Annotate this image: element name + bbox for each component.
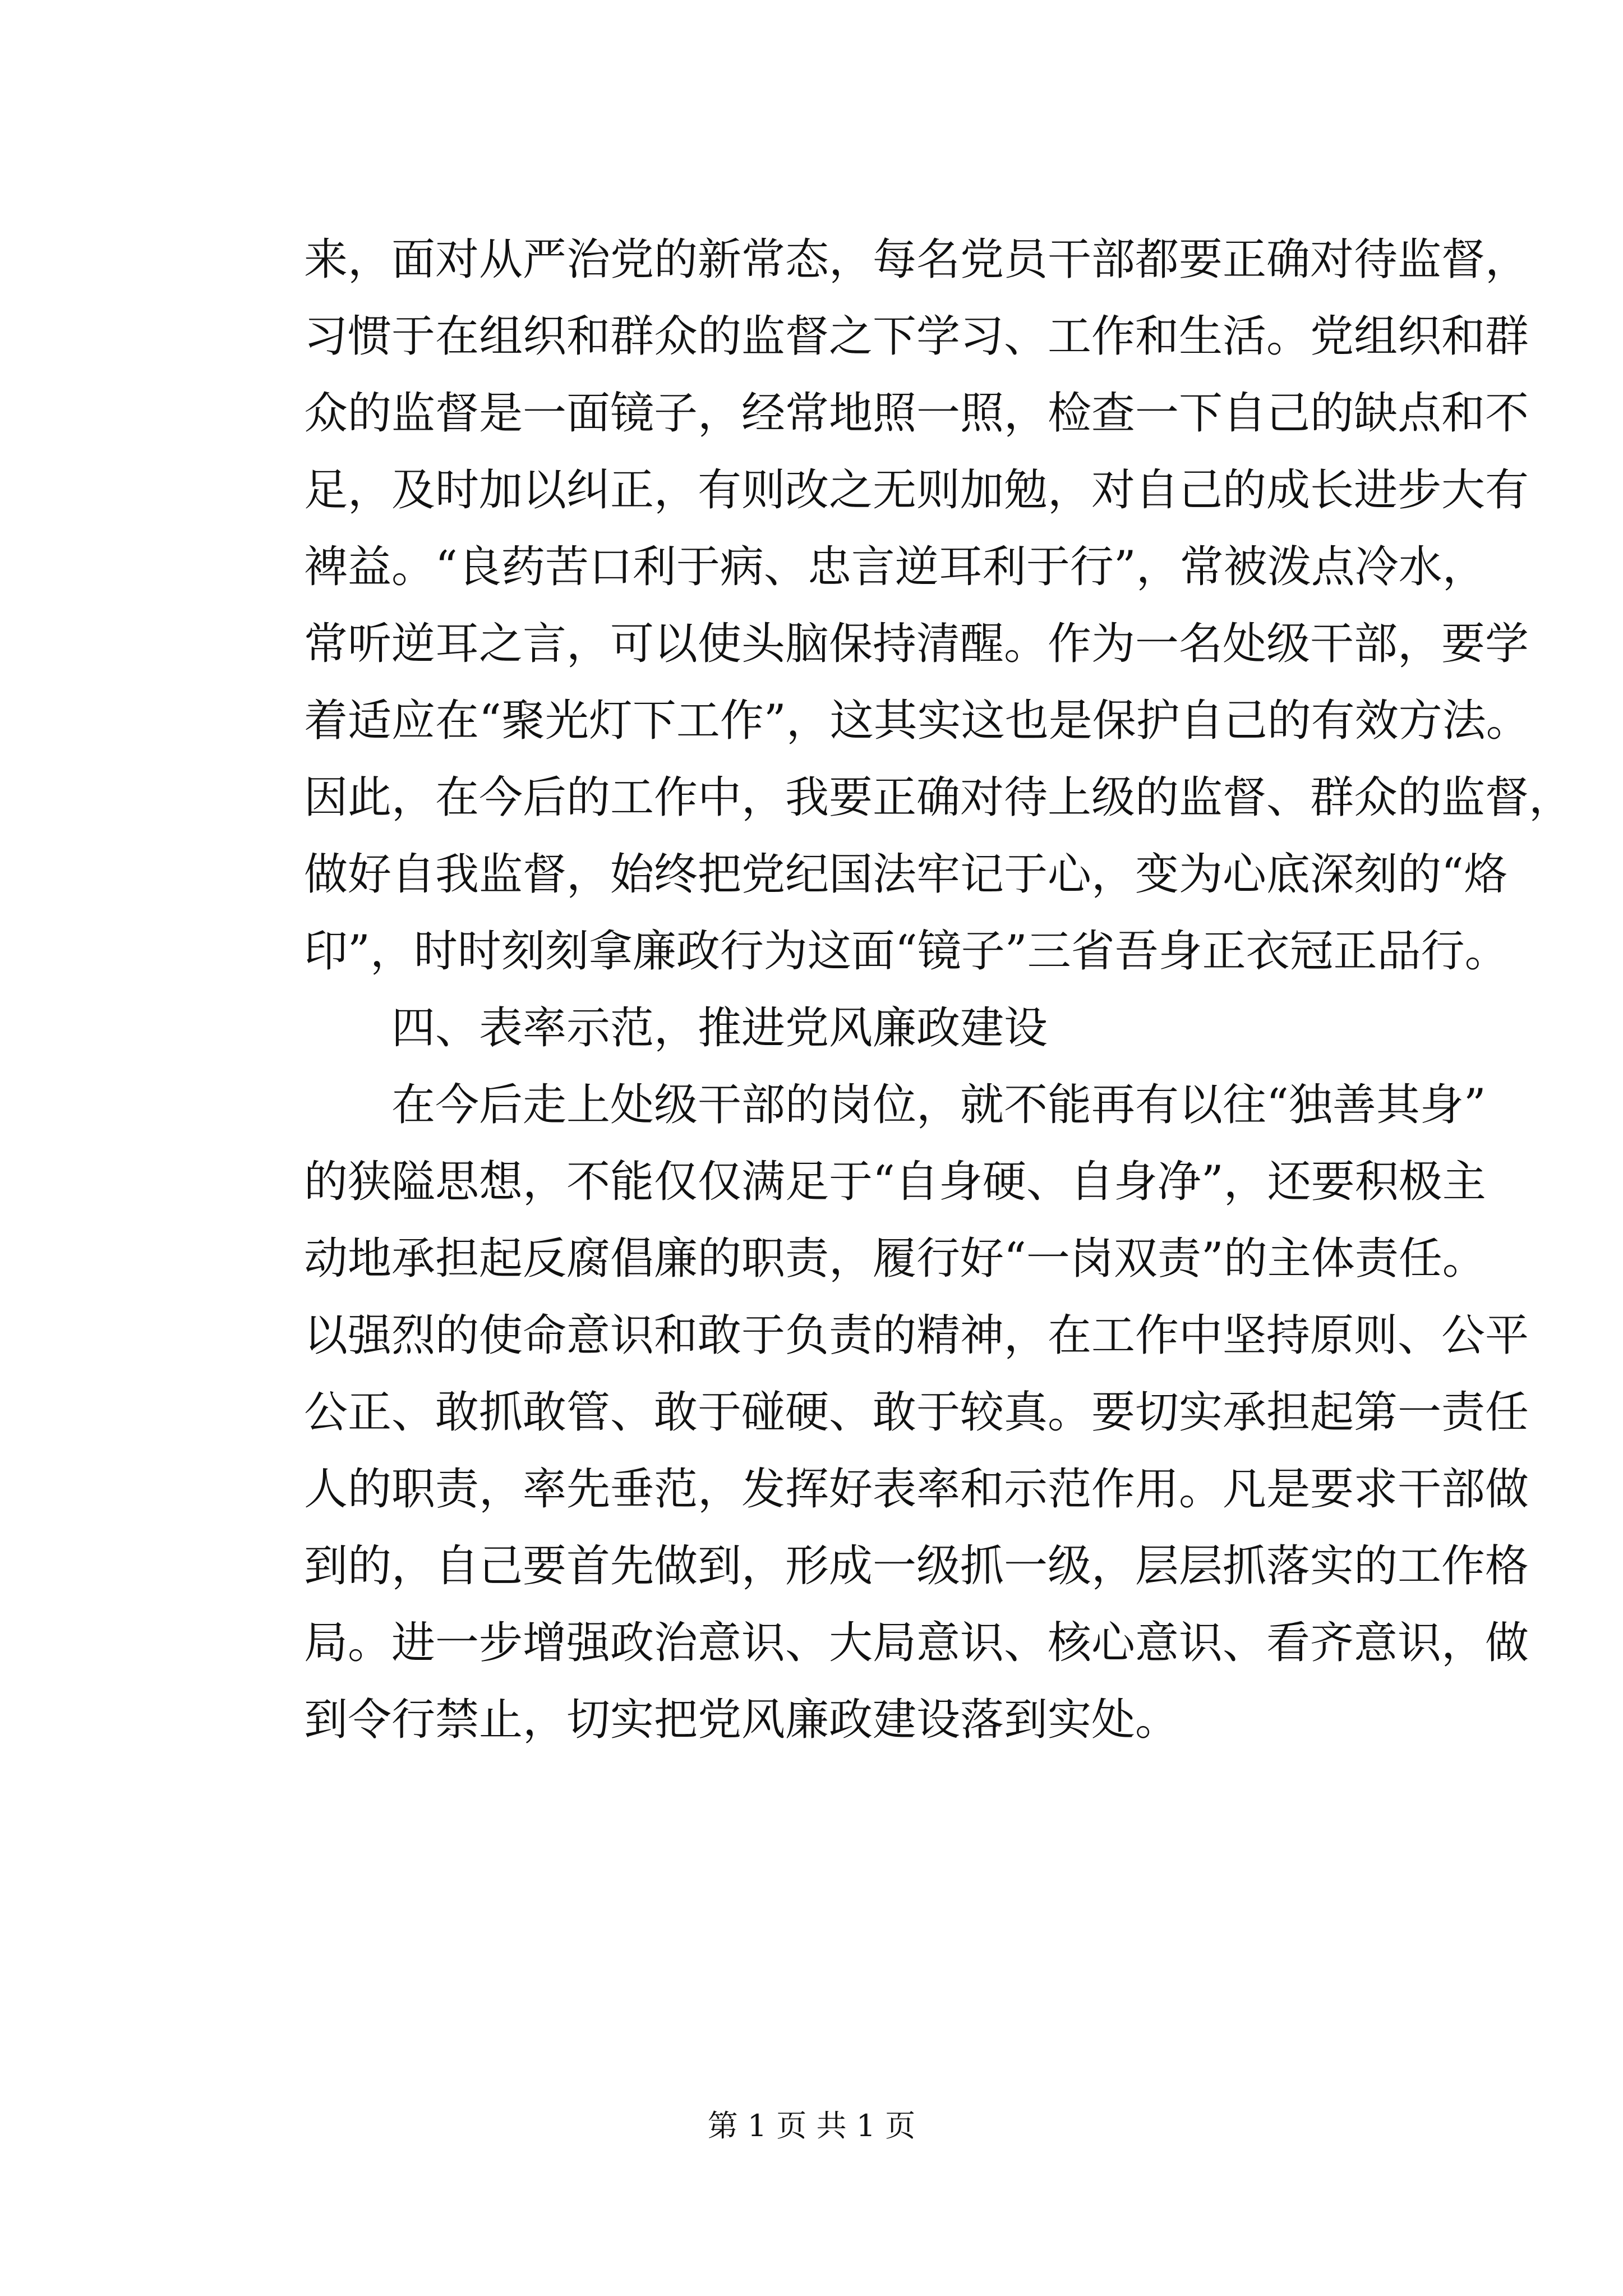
text-line: 在今后走上处级干部的岗位，就不能再有以往“独善其身” <box>391 1080 1486 1130</box>
text-line: 着适应在“聚光灯下工作”，这其实这也是保护自己的有效方法。 <box>304 696 1530 746</box>
text-line: 常听逆耳之言，可以使头脑保持清醒。作为一名处级干部，要学 <box>304 619 1529 669</box>
text-line: 公正、敢抓敢管、敢于碰硬、敢于较真。要切实承担起第一责任 <box>304 1387 1529 1438</box>
text-line: 众的监督是一面镜子，经常地照一照，检查一下自己的缺点和不 <box>304 388 1529 439</box>
text-line: 到的，自己要首先做到，形成一级抓一级，层层抓落实的工作格 <box>304 1541 1529 1591</box>
text-line: 足，及时加以纠正，有则改之无则加勉，对自己的成长进步大有 <box>304 465 1529 516</box>
section-heading: 四、表率示范，推进党风廉政建设 <box>391 1003 1048 1053</box>
text-line: 印”，时时刻刻拿廉政行为这面“镜子”三省吾身正衣冠正品行。 <box>304 926 1509 977</box>
text-line: 裨益。“良药苦口利于病、忠言逆耳利于行”，常被泼点冷水， <box>304 542 1486 592</box>
text-line: 动地承担起反腐倡廉的职责，履行好“一岗双责”的主体责任。 <box>304 1234 1486 1284</box>
text-line: 来，面对从严治党的新常态，每名党员干部都要正确对待监督， <box>304 234 1529 285</box>
text-line: 以强烈的使命意识和敢于负责的精神，在工作中坚持原则、公平 <box>304 1310 1529 1361</box>
text-line: 人的职责，率先垂范，发挥好表率和示范作用。凡是要求干部做 <box>304 1464 1529 1515</box>
text-line: 习惯于在组织和群众的监督之下学习、工作和生活。党组织和群 <box>304 311 1529 362</box>
text-line: 因此，在今后的工作中，我要正确对待上级的监督、群众的监督， <box>304 772 1573 823</box>
text-line: 局。进一步增强政治意识、大局意识、核心意识、看齐意识，做 <box>304 1618 1529 1668</box>
page-footer: 第 1 页 共 1 页 <box>707 2108 916 2143</box>
text-line: 的狭隘思想，不能仅仅满足于“自身硬、自身净”，还要积极主 <box>304 1157 1486 1207</box>
text-line: 到令行禁止，切实把党风廉政建设落到实处。 <box>304 1695 1179 1745</box>
text-line: 做好自我监督，始终把党纪国法牢记于心，变为心底深刻的“烙 <box>304 849 1507 900</box>
document-body <box>304 222 1573 1759</box>
